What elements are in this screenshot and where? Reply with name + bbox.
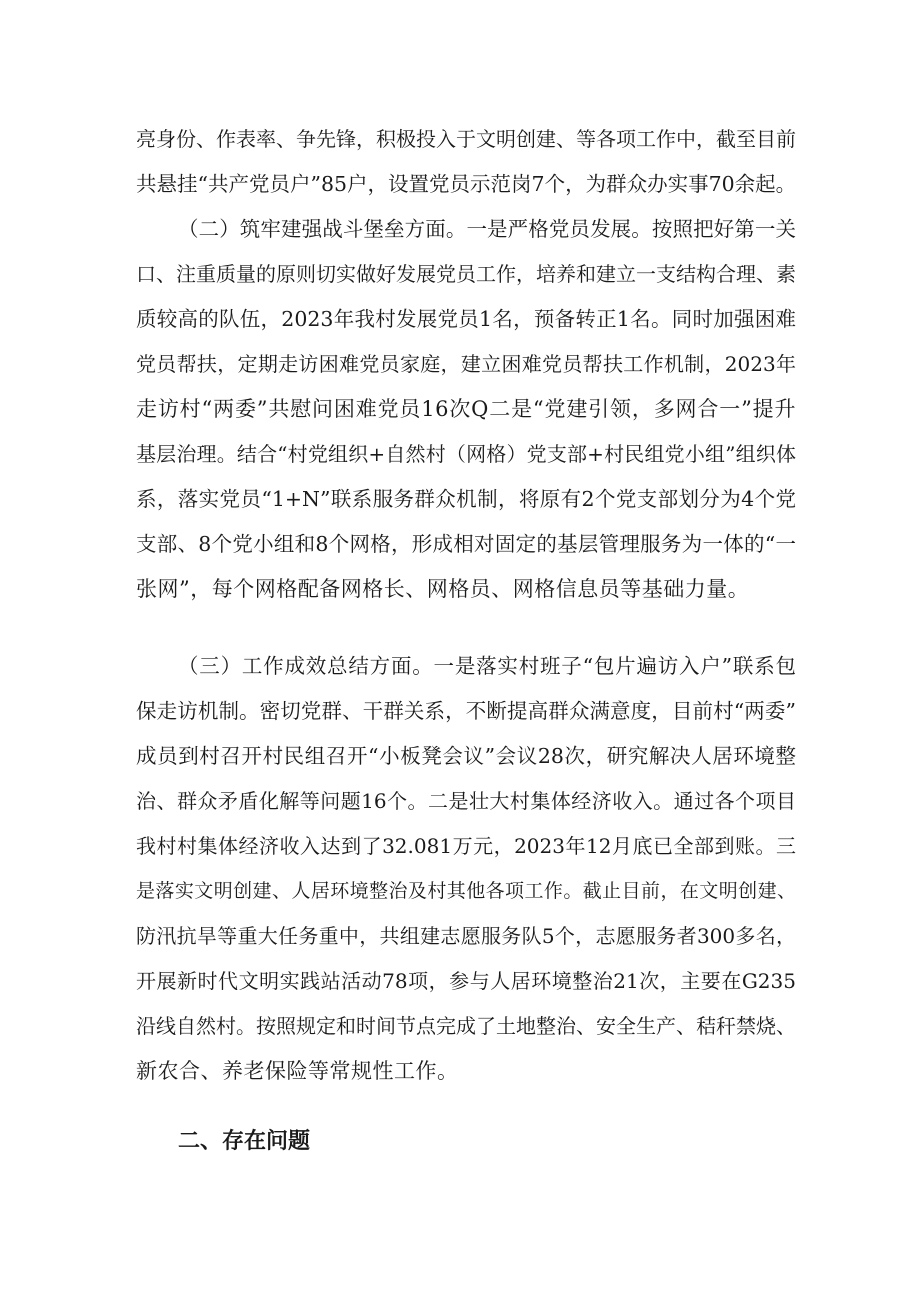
text-line: 质较高的队伍，2023年我村发展党员1名，预备转正1名。同时加强困难 [136,307,796,331]
text-line: 张网”，每个网格配备网格长、网格员、网格信息员等基础力量。 [136,577,750,601]
section-heading: 二、存在问题 [178,1129,311,1154]
paragraph-start-line: （二）筑牢建强战斗堡垒方面。一是严格党员发展。按照把好第一关 [178,217,796,241]
text-line: 新农合、养老保险等常规性工作。 [136,1059,459,1083]
text-line: 防汛抗旱等重大任务重中，共组建志愿服务队5个，志愿服务者300多名， [136,924,796,948]
text-line: 党员帮扶，定期走访困难党员家庭，建立困难党员帮扶工作机制，2023年 [136,352,796,376]
text-line: 走访村“两委”共慰问困难党员16次Q二是“党建引领，多网合一”提升 [136,397,796,421]
text-line: 成员到村召开村民组召开“小板凳会议”会议28次，研究解决人居环境整 [136,744,796,768]
text-line: 治、群众矛盾化解等问题16个。二是壮大村集体经济收入。通过各个项目 [136,789,796,813]
text-line: 我村村集体经济收入达到了32.081万元，2023年12月底已全部到账。三 [136,834,796,858]
text-line: 亮身份、作表率、争先锋，积极投入于文明创建、等各项工作中，截至目前 [136,127,796,151]
text-line: 保走访机制。密切党群、干群关系，不断提高群众满意度，目前村“两委” [136,699,796,723]
text-line: 口、注重质量的原则切实做好发展党员工作，培养和建立一支结构合理、素 [136,262,796,286]
paragraph-start-line: （三）工作成效总结方面。一是落实村班子“包片遍访入户”联系包 [178,654,796,678]
text-line: 基层治理。结合“村党组织+自然村（网格）党支部+村民组党小组”组织体 [136,442,796,466]
text-line: 支部、8个党小组和8个网格，形成相对固定的基层管理服务为一体的“一 [136,532,796,556]
text-line: 是落实文明创建、人居环境整治及村其他各项工作。截止目前，在文明创建、 [136,880,796,902]
text-line: 沿线自然村。按照规定和时间节点完成了土地整治、安全生产、秸秆禁烧、 [136,1014,796,1038]
text-line: 开展新时代文明实践站活动78项，参与人居环境整治21次，主要在G235 [136,969,796,993]
text-line: 共悬挂“共产党员户”85户，设置党员示范岗7个，为群众办实事70余起。 [136,172,797,196]
text-line: 系，落实党员“1+N”联系服务群众机制，将原有2个党支部划分为4个党 [136,487,796,511]
